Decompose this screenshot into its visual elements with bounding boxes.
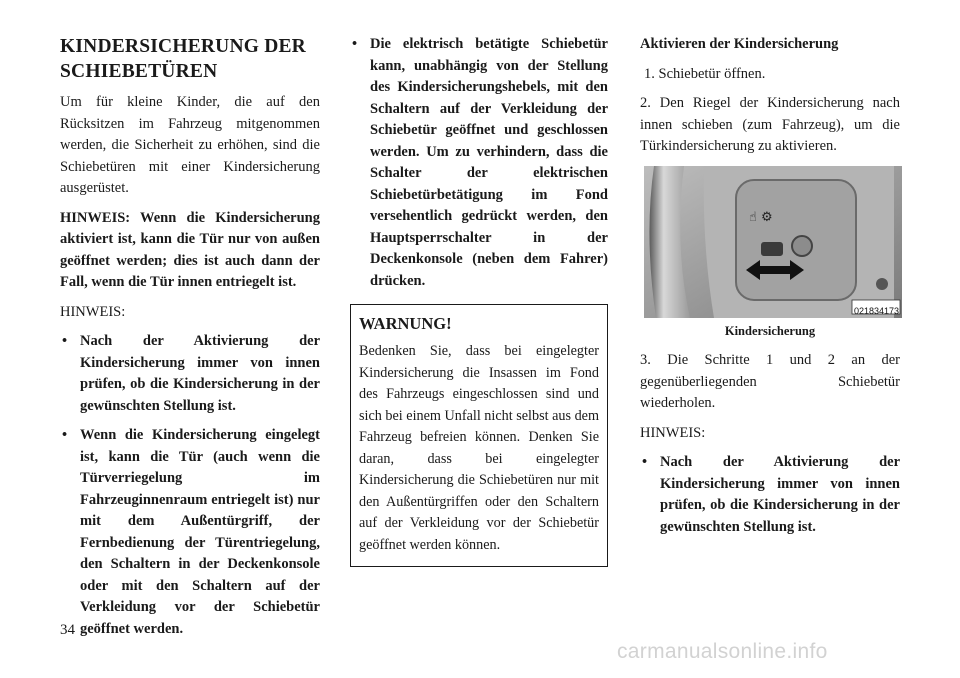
column-left <box>60 34 320 648</box>
note-bullet-list <box>60 331 320 640</box>
step-2: 2. Den Riegel der Kindersicherung nach innen schieben (zum Fahrzeug), um die Türkindersicherung zu aktivieren. <box>640 95 900 154</box>
page-number: 34 <box>60 622 75 638</box>
note-label: HINWEIS: <box>640 424 706 441</box>
note-label: HINWEIS: <box>60 303 126 320</box>
list-item-text: Nach der Aktivierung der Kindersicherung immer von innen prüfen, ob die Kindersicherung in der gewünschten Stellung ist. <box>80 333 320 414</box>
warning-text: Bedenken Sie, dass bei eingelegter Kindersicherung die Insassen im Fond des Fahrzeugs eingeschlossen sind und sich bei einem Unfall nicht selbst aus dem Fahrzeug befreien können. Denken Sie daran, dass bei eingelegter Kindersicherung die Schiebetüren nur mit den Außentürgriffen oder den Schaltern auf der Verkleidung vor der Schiebetür geöffnet werden können. <box>359 343 599 553</box>
list-item-text: Nach der Aktivierung der Kindersicherung immer von innen prüfen, ob die Kindersicherung in der gewünschten Stellung ist. <box>660 454 900 535</box>
warning-box <box>350 304 608 567</box>
list-item <box>60 331 320 417</box>
bullet-icon: • <box>62 427 68 443</box>
watermark: carmanualsonline.info <box>617 640 828 663</box>
bullet-icon: • <box>642 454 648 470</box>
svg-text:☝ ⚙: ☝ ⚙ <box>749 209 773 225</box>
page-title-line2: SCHIEBETÜREN <box>60 61 218 82</box>
page-title-line1: KINDERSICHERUNG DER <box>60 36 306 57</box>
intro-paragraph: Um für kleine Kinder, die auf den Rücksitzen im Fahrzeug mitgenommen werden, die Sicherheit zu erhöhen, sind die Schiebetüren mit einer Kindersicherung ausgerüstet. <box>60 94 320 196</box>
power-door-bullet-list <box>350 34 608 292</box>
note-paragraph: HINWEIS: Wenn die Kindersicherung aktiviert ist, kann die Tür nur von außen geöffnet werden; dies ist auch dann der Fall, wenn die Tür innen entriegelt ist. <box>60 209 320 290</box>
bullet-icon: • <box>62 333 68 349</box>
note-bullet-list <box>640 452 900 538</box>
bullet-icon: • <box>352 36 358 52</box>
list-item <box>60 425 320 640</box>
child-lock-drawing <box>644 166 902 318</box>
section-heading: Aktivieren der Kindersicherung <box>640 36 839 52</box>
list-item <box>640 452 900 538</box>
list-item <box>350 34 608 292</box>
child-lock-illustration <box>644 166 902 318</box>
step-1: 1. Schiebetür öffnen. <box>644 65 766 82</box>
warning-title: WARNUNG! <box>359 314 452 333</box>
column-middle <box>350 34 608 567</box>
list-item-text: Wenn die Kindersicherung eingelegt ist, kann die Tür (auch wenn die Türverriegelung im Fahrzeuginnenraum entriegelt ist) nur mit dem Außentürgriff, der Fernbedienung der Türentriegelung, den Schaltern in der Deckenkonsole oder mit den Schaltern auf der Verkleidung vor der Schiebetür geöffnet werden. <box>80 427 320 637</box>
page-title <box>60 34 320 84</box>
list-item-text: Die elektrisch betätigte Schiebetür kann, unabhängig von der Stellung des Kindersicherungshebels, mit den Schaltern auf der Verkleidung der Schiebetür geöffnet und geschlossen werden. Um zu verhindern, dass die Schalter der elektrischen Schiebetürbetätigung im Fond versehentlich gedrückt werden, den Hauptsperrschalter in der Deckenkonsole (neben dem Fahrer) drücken. <box>370 36 608 289</box>
figure-caption: Kindersicherung <box>724 323 816 338</box>
column-right <box>640 34 900 546</box>
step-3: 3. Die Schritte 1 und 2 an der gegenüberliegenden Schiebetür wiederholen. <box>640 352 900 411</box>
figure-code: 021834173 <box>854 305 900 316</box>
